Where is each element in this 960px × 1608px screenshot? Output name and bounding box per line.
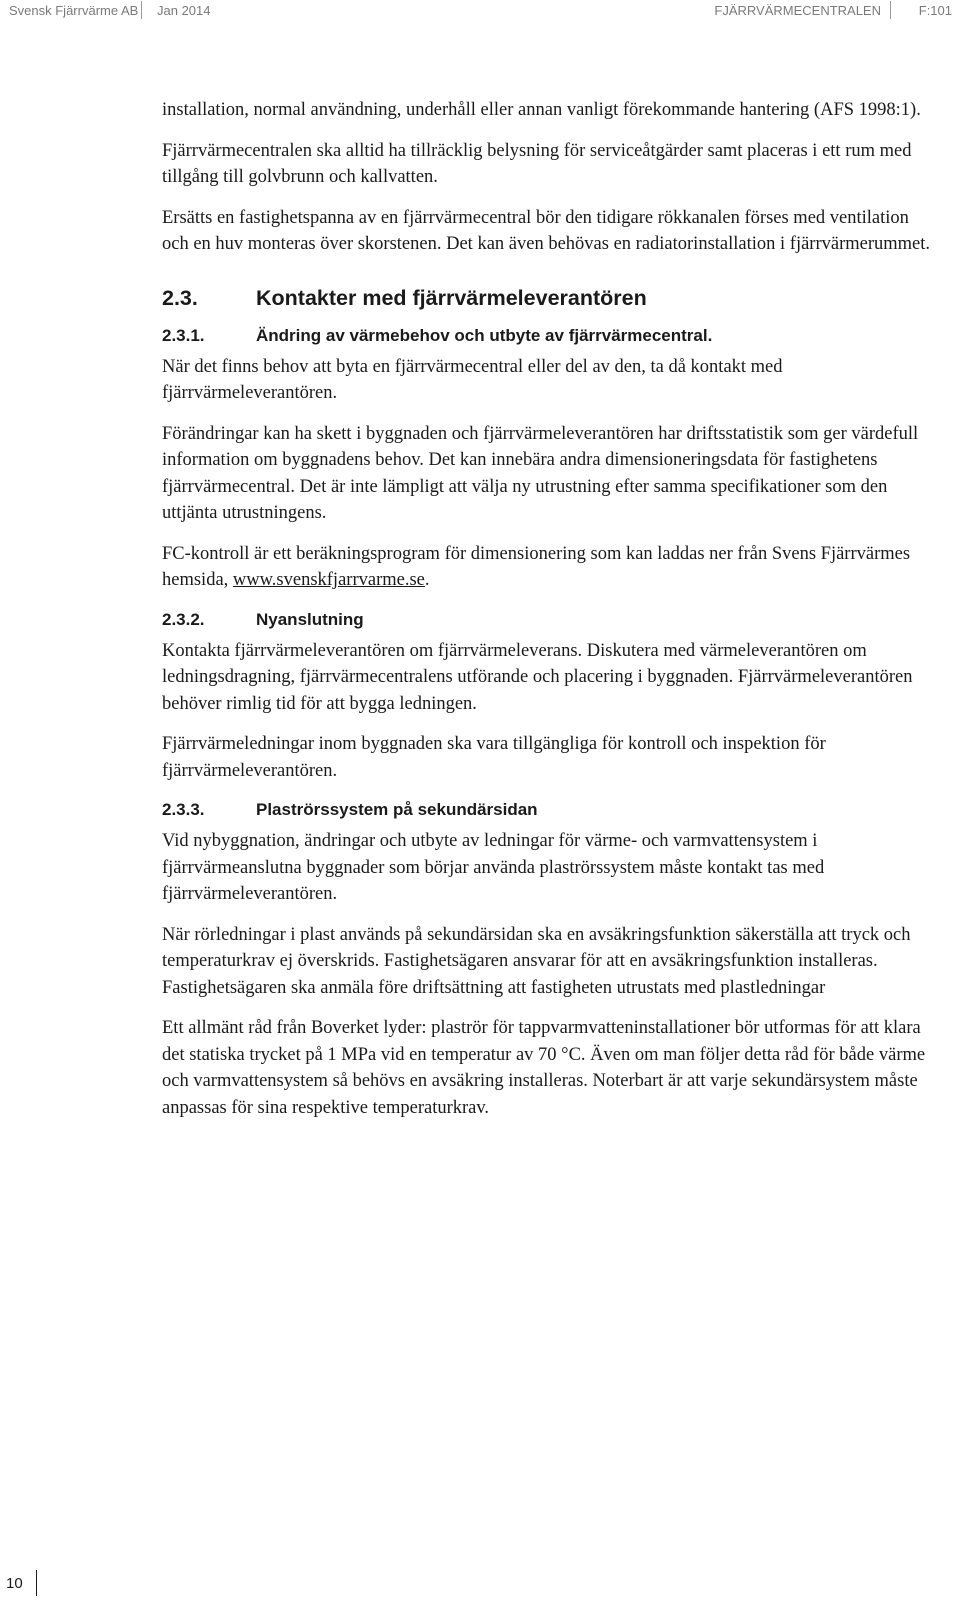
paragraph-text: FC-kontroll är ett beräkningsprogram för dimensionering som kan laddas ner från Svens Fjärrvärmes hemsida, — [162, 543, 911, 590]
subsection-number: 2.3.1. — [162, 325, 205, 345]
subsection-heading — [162, 608, 938, 632]
footer-divider — [36, 1570, 37, 1596]
subsection-title: Nyanslutning — [256, 609, 364, 629]
paragraph-text: . — [424, 570, 430, 590]
subsection-title: Ändring av värmebehov och utbyte av fjärrvärmecentral. — [256, 325, 713, 345]
page-header — [0, 0, 960, 24]
paragraph: Ett allmänt råd från Boverket lyder: plaströr för tappvarmvatteninstallationer bör utformas för att klara det statiska trycket på 1 MPa vid en temperatur av 70 °C. Även om man följer detta råd för både värme och varmvattensystem så behövs en avsäkring installeras. Noterbart är att varje sekundärsystem måste anpassas för sina respektive temperaturkrav. — [162, 1018, 926, 1118]
paragraph: Kontakta fjärrvärmeleverantören om fjärrvärmeleverans. Diskutera med värmeleverantören om ledningsdragning, fjärrvärmecentralens utförande och placering i byggnaden. Fjärrvärmeleverantören behöver rimlig tid för att bygga ledningen. — [162, 640, 913, 714]
header-document-title: FJÄRRVÄRMECENTRALEN — [714, 3, 881, 18]
website-link[interactable]: www.svenskfjarrvarme.se — [232, 570, 425, 590]
paragraph: Fjärrvärmecentralen ska alltid ha tillräcklig belysning för serviceåtgärder samt placeras i ett rum med tillgång till golvbrunn och kallvatten. — [162, 140, 912, 187]
section-title: Kontakter med fjärrvärmeleverantören — [256, 285, 647, 310]
paragraph: När det finns behov att byta en fjärrvärmecentral eller del av den, ta då kontakt med fjärrvärmeleverantören. — [162, 356, 783, 403]
subsection-heading — [162, 324, 938, 348]
header-company: Svensk Fjärrvärme AB — [9, 3, 139, 18]
page-footer — [0, 1570, 960, 1600]
header-page-ref: F:101 — [918, 3, 952, 18]
paragraph: När rörledningar i plast används på sekundärsidan ska en avsäkringsfunktion säkerställa att tryck och temperaturkrav ej överskrids. Fastighetsägaren ansvarar för att en avsäkringsfunktion installeras. Fastighetsägaren ska anmäla före driftsättning att fastigheten utrustats med plastledningar — [162, 924, 911, 998]
page-body — [162, 97, 938, 1135]
subsection-number: 2.3.2. — [162, 609, 205, 629]
section-heading — [162, 284, 938, 312]
paragraph: Vid nybyggnation, ändringar och utbyte av ledningar för värme- och varmvattensystem i fjärrvärmeanslutna byggnader som börjar använda plaströrssystem måste kontakt tas med fjärrvärmeleverantören. — [162, 831, 825, 904]
paragraph: Fjärrvärmeledningar inom byggnaden ska vara tillgängliga för kontroll och inspektion för fjärrvärmeleverantören. — [162, 734, 826, 781]
subsection-heading — [162, 798, 938, 822]
section-number: 2.3. — [162, 285, 198, 310]
paragraph: Ersätts en fastighetspanna av en fjärrvärmecentral bör den tidigare rökkanalen förses med ventilation och en huv monteras över skorstenen. Det kan även behövas en radiatorinstallation i fjärrvärmerummet. — [162, 207, 931, 254]
header-divider — [141, 1, 142, 19]
paragraph — [162, 541, 938, 594]
header-divider — [890, 1, 891, 19]
paragraph: installation, normal användning, underhåll eller annan vanligt förekommande hantering (AFS 1998:1). — [162, 100, 921, 120]
subsection-number: 2.3.3. — [162, 800, 205, 819]
subsection-title: Plaströrssystem på sekundärsidan — [256, 800, 538, 819]
header-date: Jan 2014 — [157, 3, 211, 18]
paragraph: Förändringar kan ha skett i byggnaden och fjärrvärmeleverantören har driftsstatistik som ger värdefull information om byggnadens behov. Det kan innebära andra dimensioneringsdata för fastighetens fjärrvärmecentral. Det är inte lämpligt att välja ny utrustning efter samma specifikationer som den uttjänta utrustningens. — [162, 423, 919, 523]
footer-page-number: 10 — [6, 1575, 23, 1592]
